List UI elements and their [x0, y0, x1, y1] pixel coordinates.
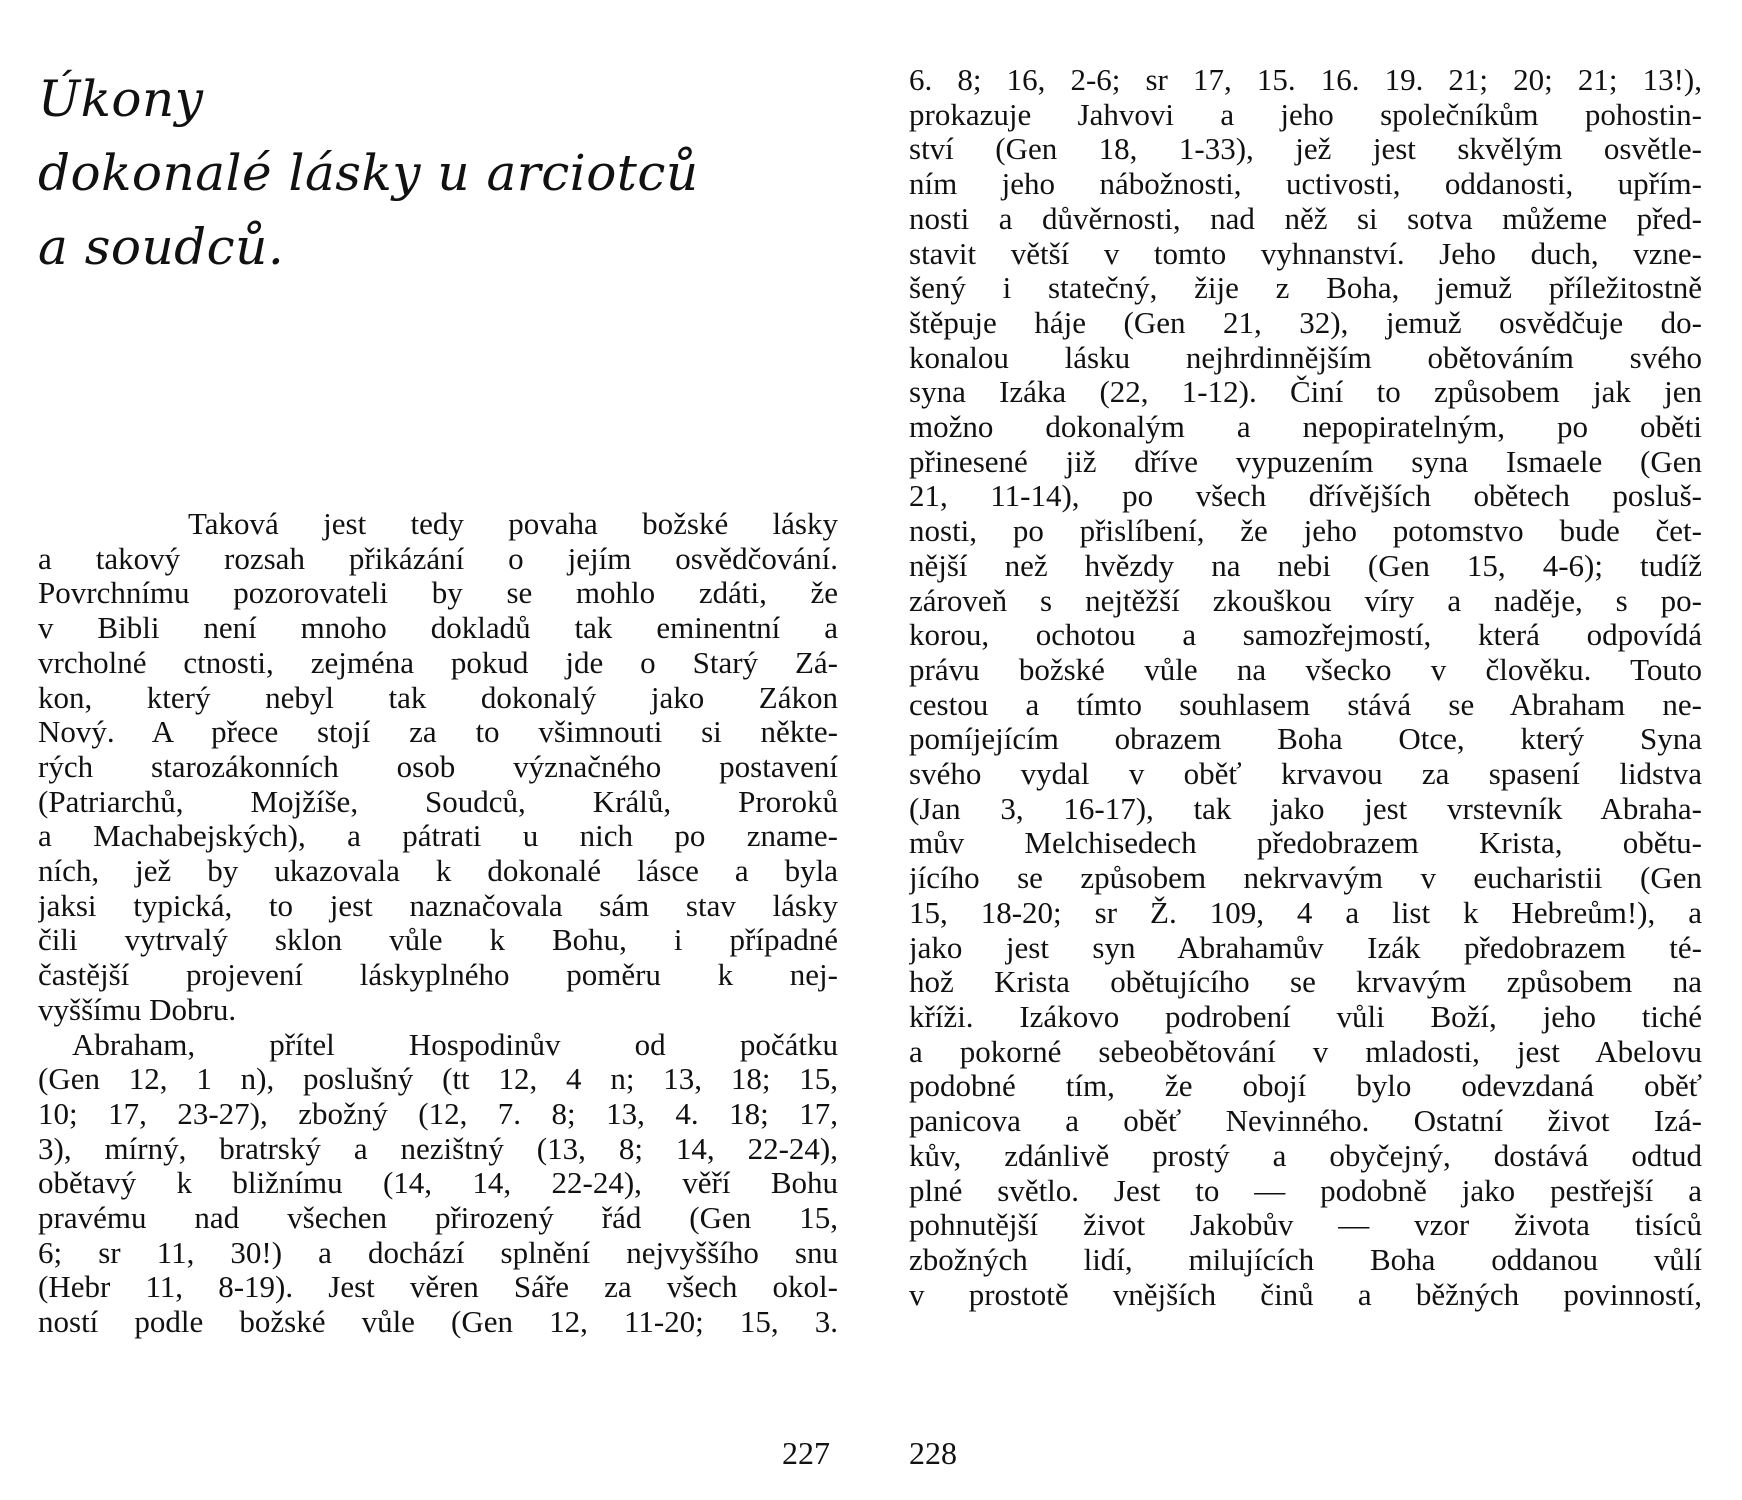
text-line: (Jan 3, 16-17), tak jako jest vrstevník Abraha-: [909, 791, 1702, 826]
text-line: (Hebr 11, 8-19). Jest věren Sáře za všech okol-: [38, 1270, 838, 1305]
text-line: šený i statečný, žije z Boha, jemuž příležitostně: [909, 271, 1702, 306]
text-line: a takový rozsah přikázání o jejím osvědčování.: [38, 541, 838, 576]
text-line: Povrchnímu pozorovateli by se mohlo zdáti, že: [38, 576, 838, 611]
text-line: čili vytrvalý sklon vůle k Bohu, i případné: [38, 923, 838, 958]
text-line: 3), mírný, bratrský a nezištný (13, 8; 14, 22-24),: [38, 1131, 838, 1166]
text-line: (Patriarchů, Mojžíše, Soudců, Králů, Proroků: [38, 784, 838, 819]
text-line: rých starozákonních osob význačného postavení: [38, 749, 838, 784]
text-line: kříži. Izákovo podrobení vůli Boží, jeho tiché: [909, 999, 1702, 1034]
page-number: 228: [909, 1435, 957, 1471]
text-line: ním jeho nábožnosti, uctivosti, oddanosti, upřím-: [909, 167, 1702, 202]
text-line: přinesené již dříve vypuzením syna Ismaele (Gen: [909, 444, 1702, 479]
text-line: Abraham, přítel Hospodinův od počátku: [72, 1027, 838, 1062]
text-line: nější než hvězdy na nebi (Gen 15, 4-6); tudíž: [909, 548, 1702, 583]
text-line: pomíjejícím obrazem Boha Otce, který Syna: [909, 722, 1702, 757]
text-line: štěpuje háje (Gen 21, 32), jemuž osvědčuje do-: [909, 305, 1702, 340]
text-line: ností podle božské vůle (Gen 12, 11-20; 15, 3.: [38, 1305, 838, 1340]
text-line: právu božské vůle na všecko v člověku. Touto: [909, 652, 1702, 687]
text-line: obětavý k bližnímu (14, 14, 22-24), věří Bohu: [38, 1166, 838, 1201]
text-line: 15, 18-20; sr Ž. 109, 4 a list k Hebreům!), a: [909, 895, 1702, 930]
text-line: prokazuje Jahvovi a jeho společníkům pohostin-: [909, 97, 1702, 132]
text-line: pohnutější život Jakobův — vzor života tisíců: [909, 1208, 1702, 1243]
text-line: ních, jež by ukazovala k dokonalé lásce a byla: [38, 854, 838, 889]
text-line: 21, 11-14), po všech dřívějších obětech posluš-: [909, 479, 1702, 514]
page-number: 227: [782, 1435, 830, 1471]
text-line: (Gen 12, 1 n), poslušný (tt 12, 4 n; 13, 18; 15,: [38, 1062, 838, 1097]
text-line: 10; 17, 23-27), zbožný (12, 7. 8; 13, 4. 18; 17,: [38, 1096, 838, 1131]
text-line: 6; sr 11, 30!) a dochází splnění nejvyššího snu: [38, 1235, 838, 1270]
text-line: a Machabejských), a pátrati u nich po zname-: [38, 819, 838, 854]
text-line: pravému nad všechen přirozený řád (Gen 15,: [38, 1201, 838, 1236]
text-line: jako jest syn Abrahamův Izák předobrazem té-: [909, 930, 1702, 965]
text-line: zbožných lidí, milujících Boha oddanou vůlí: [909, 1242, 1702, 1277]
text-line: 6. 8; 16, 2-6; sr 17, 15. 16. 19. 21; 20; 21; 13!),: [909, 63, 1702, 97]
text-line: zároveň s nejtěžší zkouškou víry a naděje, s po-: [909, 583, 1702, 618]
text-line: v Bibli není mnoho dokladů tak eminentní a: [38, 611, 838, 646]
text-line: častější projevení láskyplného poměru k nej-: [38, 958, 838, 993]
text-line: cestou a tímto souhlasem stává se Abraham ne-: [909, 687, 1702, 722]
text-line: plné světlo. Jest to — podobně jako pestřejší a: [909, 1173, 1702, 1208]
text-line: vrcholné ctnosti, zejména pokud jde o Starý Zá-: [38, 645, 838, 680]
text-line: syna Izáka (22, 1-12). Činí to způsobem jak jen: [909, 375, 1702, 410]
right-page: [871, 0, 1742, 1500]
text-line: možno dokonalým a nepopiratelným, po oběti: [909, 410, 1702, 445]
text-line: konalou lásku nejhrdinnějším obětováním svého: [909, 340, 1702, 375]
text-line: mův Melchisedech předobrazem Krista, obětu-: [909, 826, 1702, 861]
text-line: kův, zdánlivě prostý a obyčejný, dostává odtud: [909, 1138, 1702, 1173]
text-line: vyššímu Dobru.: [38, 992, 237, 1027]
text-line: svého vydal v oběť krvavou za spasení lidstva: [909, 757, 1702, 792]
text-line: kon, který nebyl tak dokonalý jako Zákon: [38, 680, 838, 715]
text-line: stavit větší v tomto vyhnanství. Jeho duch, vzne-: [909, 236, 1702, 271]
text-line: jícího se způsobem nekrvavým v eucharistii (Gen: [909, 861, 1702, 896]
text-line: Nový. A přece stojí za to všimnouti si někte-: [38, 715, 838, 750]
text-line: a pokorné sebeobětování v mladosti, jest Abelovu: [909, 1034, 1702, 1069]
text-line: jaksi typická, to jest naznačovala sám stav lásky: [38, 888, 838, 923]
text-line: panicova a oběť Nevinného. Ostatní život Izá-: [909, 1104, 1702, 1139]
text-line: podobné tím, že obojí bylo odevzdaná oběť: [909, 1069, 1702, 1104]
chapter-title: [38, 62, 798, 284]
text-line: nosti, po přislíbení, že jeho potomstvo bude čet-: [909, 514, 1702, 549]
text-line: hož Krista obětujícího se krvavým způsobem na: [909, 965, 1702, 1000]
chapter-title-line: Úkony: [38, 70, 204, 128]
text-line: ství (Gen 18, 1-33), jež jest skvělým osvětle-: [909, 132, 1702, 167]
right-page-text: [909, 63, 1702, 1312]
text-line: v prostotě vnějších činů a běžných povinností,: [909, 1277, 1702, 1312]
chapter-title-line: a soudců.: [38, 218, 285, 276]
text-line: korou, ochotou a samozřejmostí, která odpovídá: [909, 618, 1702, 653]
left-page-text: [38, 507, 838, 1340]
text-line: nosti a důvěrnosti, nad něž si sotva můžeme před-: [909, 201, 1702, 236]
chapter-title-line: dokonalé lásky u arciotců: [38, 144, 699, 202]
text-line: Taková jest tedy povaha božské lásky: [188, 507, 838, 541]
